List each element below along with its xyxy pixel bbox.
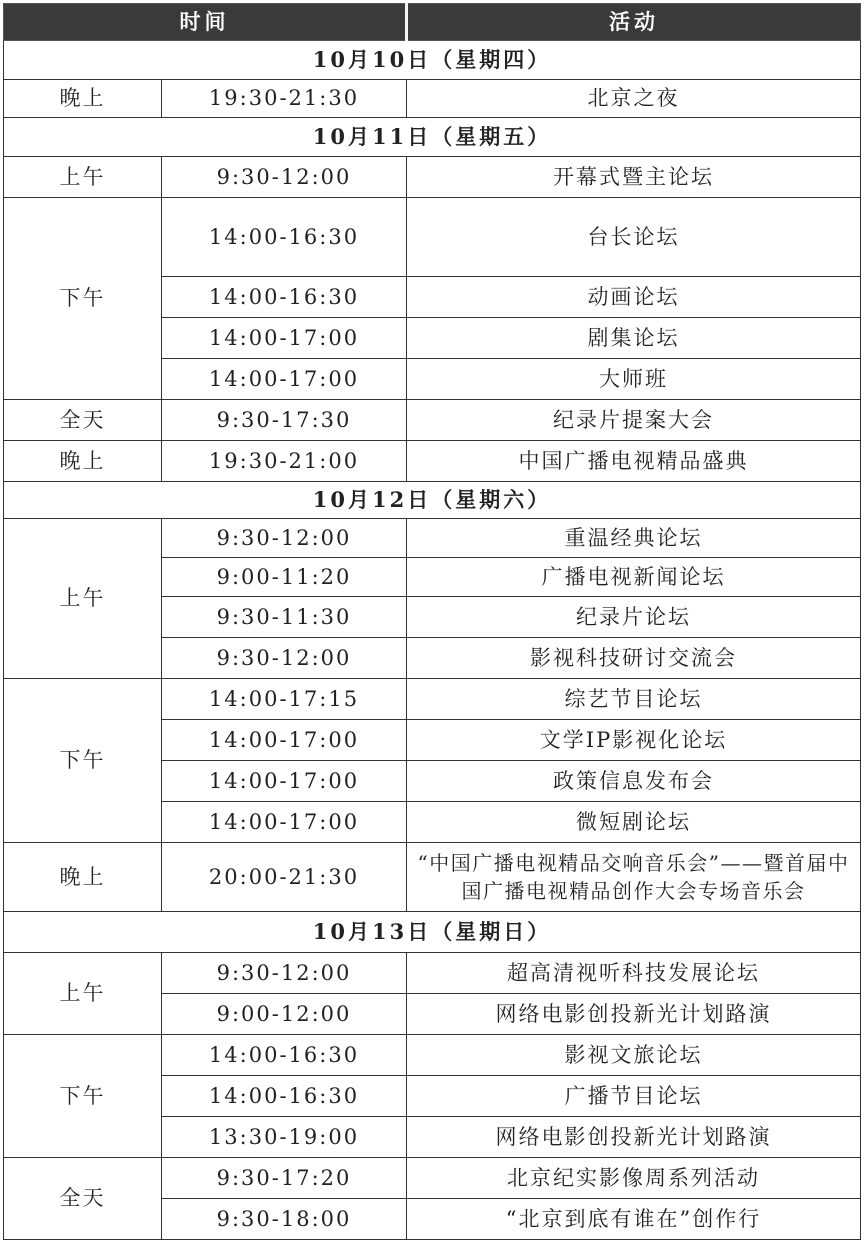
activity-cell: 开幕式暨主论坛 (407, 157, 861, 198)
activity-cell: 网络电影创投新光计划路演 (407, 994, 861, 1035)
period-cell: 下午 (4, 679, 162, 843)
table-row (4, 198, 861, 277)
activity-cell: 广播电视新闻论坛 (407, 558, 861, 597)
time-cell: 9:00-11:20 (162, 558, 407, 597)
activity-cell: 剧集论坛 (407, 318, 861, 359)
time-cell: 9:00-12:00 (162, 994, 407, 1035)
date-label: 10月12日（星期六） (4, 482, 861, 519)
activity-cell: 动画论坛 (407, 277, 861, 318)
time-cell: 14:00-16:30 (162, 1035, 407, 1076)
table-row (4, 1035, 861, 1076)
date-row (4, 118, 861, 157)
activity-cell: 纪录片论坛 (407, 597, 861, 638)
activity-cell: 纪录片提案大会 (407, 400, 861, 441)
time-cell: 20:00-21:30 (162, 843, 407, 912)
activity-cell: 中国广播电视精品盛典 (407, 441, 861, 482)
time-cell: 14:00-16:30 (162, 277, 407, 318)
activity-cell: 北京之夜 (407, 80, 861, 118)
activity-cell: 综艺节目论坛 (407, 679, 861, 720)
time-cell: 14:00-17:00 (162, 359, 407, 400)
header-activity: 活动 (407, 4, 861, 41)
date-label: 10月11日（星期五） (4, 118, 861, 157)
table-row (4, 679, 861, 720)
time-cell: 9:30-17:30 (162, 400, 407, 441)
table-row (4, 519, 861, 558)
period-cell: 全天 (4, 1158, 162, 1240)
time-cell: 19:30-21:30 (162, 80, 407, 118)
period-cell: 晚上 (4, 843, 162, 912)
activity-cell: 广播节目论坛 (407, 1076, 861, 1117)
table-row (4, 400, 861, 441)
period-cell: 全天 (4, 400, 162, 441)
period-cell: 下午 (4, 1035, 162, 1158)
period-cell: 晚上 (4, 80, 162, 118)
time-cell: 9:30-11:30 (162, 597, 407, 638)
time-cell: 9:30-18:00 (162, 1199, 407, 1240)
header-time: 时间 (4, 4, 407, 41)
activity-cell: 微短剧论坛 (407, 802, 861, 843)
activity-cell: 北京纪实影像周系列活动 (407, 1158, 861, 1199)
activity-cell: “北京到底有谁在”创作行 (407, 1199, 861, 1240)
period-cell: 下午 (4, 198, 162, 400)
header-row (4, 4, 861, 41)
schedule-table (3, 3, 861, 1240)
date-row (4, 912, 861, 953)
time-cell: 9:30-12:00 (162, 638, 407, 679)
table-row (4, 80, 861, 118)
time-cell: 9:30-12:00 (162, 519, 407, 558)
time-cell: 14:00-17:00 (162, 761, 407, 802)
table-row (4, 441, 861, 482)
time-cell: 14:00-17:00 (162, 318, 407, 359)
time-cell: 9:30-12:00 (162, 157, 407, 198)
time-cell: 14:00-16:30 (162, 1076, 407, 1117)
time-cell: 13:30-19:00 (162, 1117, 407, 1158)
date-label: 10月10日（星期四） (4, 41, 861, 80)
activity-cell: 文学IP影视化论坛 (407, 720, 861, 761)
activity-cell: 政策信息发布会 (407, 761, 861, 802)
date-label: 10月13日（星期日） (4, 912, 861, 953)
date-row (4, 41, 861, 80)
period-cell: 上午 (4, 953, 162, 1035)
table-row (4, 953, 861, 994)
table-row (4, 1158, 861, 1199)
time-cell: 14:00-17:00 (162, 802, 407, 843)
activity-cell: 重温经典论坛 (407, 519, 861, 558)
date-row (4, 482, 861, 519)
time-cell: 9:30-12:00 (162, 953, 407, 994)
activity-cell: 影视科技研讨交流会 (407, 638, 861, 679)
time-cell: 9:30-17:20 (162, 1158, 407, 1199)
period-cell: 晚上 (4, 441, 162, 482)
time-cell: 14:00-16:30 (162, 198, 407, 277)
activity-cell: 台长论坛 (407, 198, 861, 277)
period-cell: 上午 (4, 157, 162, 198)
activity-cell: “中国广播电视精品交响音乐会”——暨首届中国广播电视精品创作大会专场音乐会 (407, 843, 861, 912)
activity-cell: 影视文旅论坛 (407, 1035, 861, 1076)
time-cell: 19:30-21:00 (162, 441, 407, 482)
activity-cell: 超高清视听科技发展论坛 (407, 953, 861, 994)
table-row (4, 843, 861, 912)
period-cell: 上午 (4, 519, 162, 679)
table-row (4, 157, 861, 198)
time-cell: 14:00-17:15 (162, 679, 407, 720)
time-cell: 14:00-17:00 (162, 720, 407, 761)
activity-cell: 网络电影创投新光计划路演 (407, 1117, 861, 1158)
activity-cell: 大师班 (407, 359, 861, 400)
